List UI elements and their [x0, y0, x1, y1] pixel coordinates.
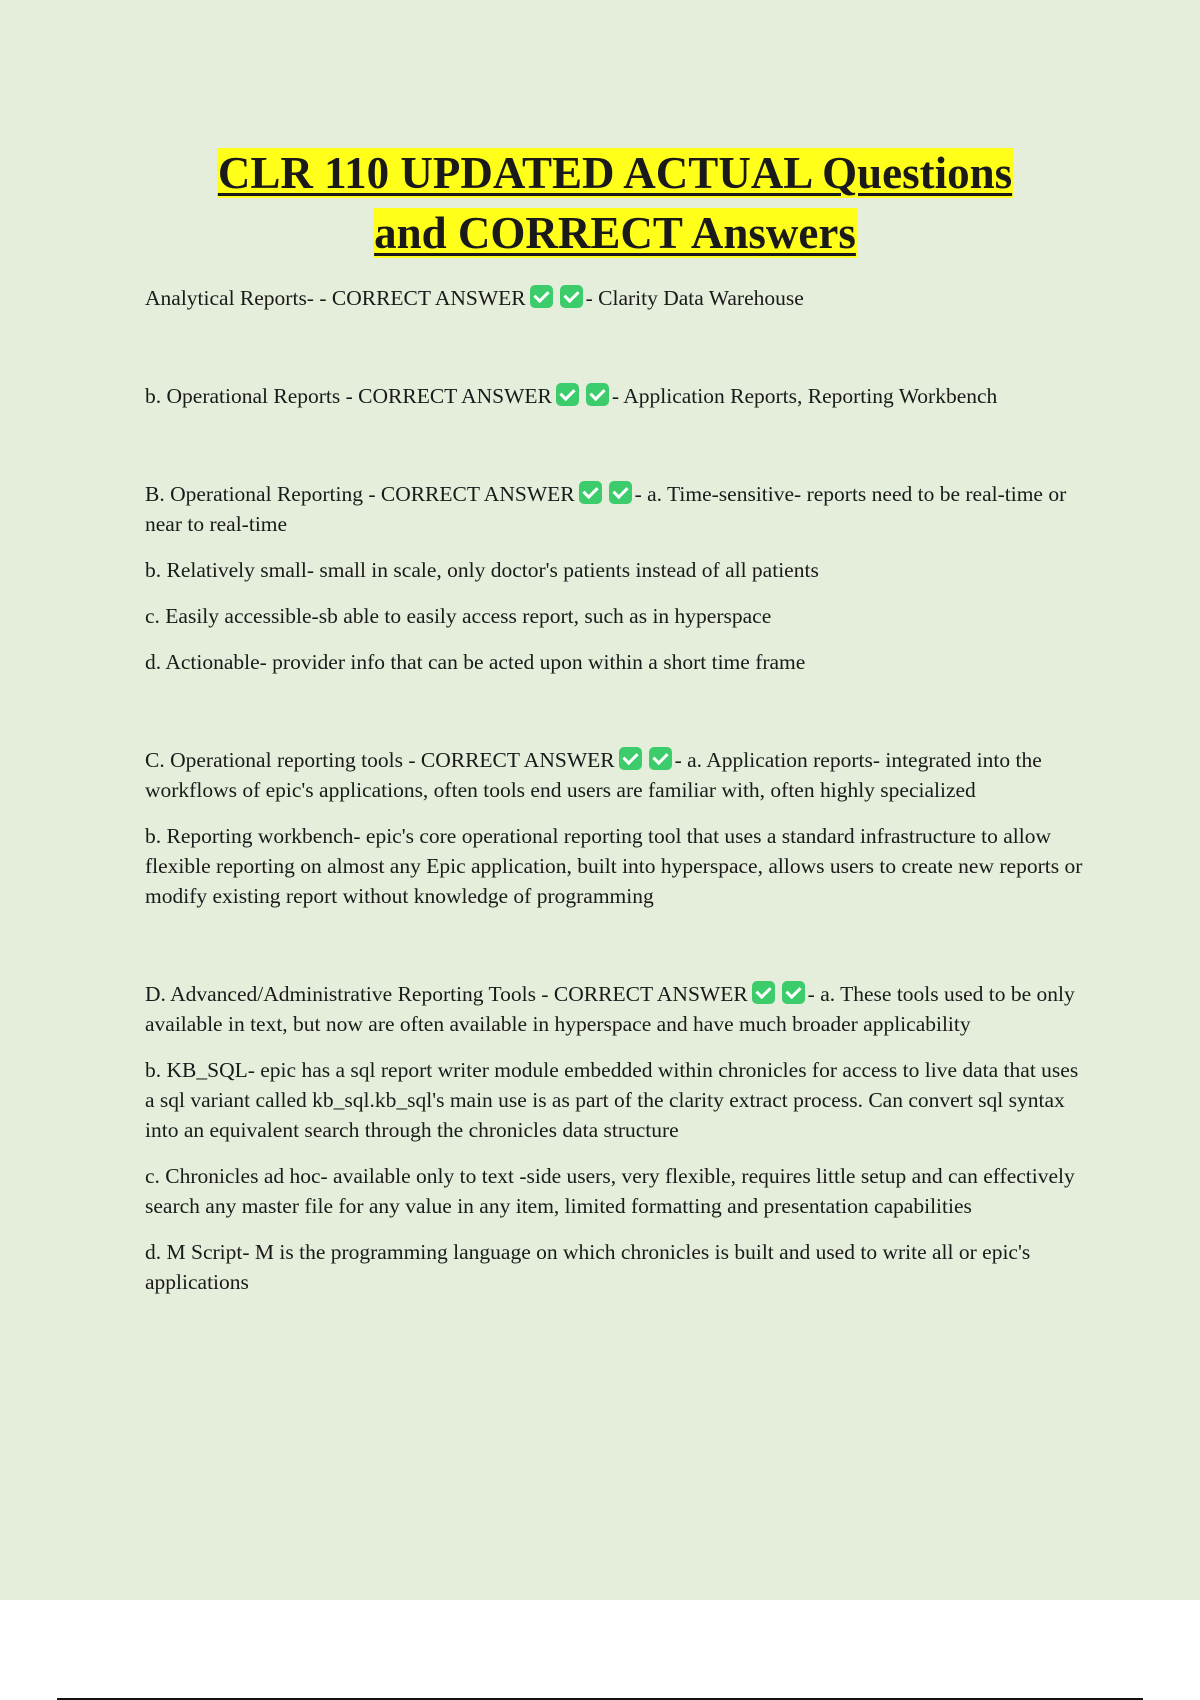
title-line-1: CLR 110 UPDATED ACTUAL Questions — [217, 148, 1013, 198]
question-text: D. Advanced/Administrative Reporting Tools - CORRECT ANSWER — [145, 982, 748, 1006]
checkmark-box-icon — [619, 747, 642, 770]
answer-text: - Application Reports, Reporting Workbench — [611, 384, 998, 408]
spacer — [145, 927, 1085, 979]
question-text: b. Operational Reports - CORRECT ANSWER — [145, 384, 552, 408]
answer-continuation: b. KB_SQL- epic has a sql report writer module embedded within chronicles for access to live data that uses a sql variant called kb_sql.kb_sql's main use is as part of the clarity extract process. Can convert sql syntax into an equivalent search through the chronicles data structure — [145, 1058, 1079, 1142]
question-text: C. Operational reporting tools - CORRECT ANSWER — [145, 748, 615, 772]
checkmark-box-icon — [752, 981, 775, 1004]
question-text: B. Operational Reporting - CORRECT ANSWER — [145, 482, 575, 506]
answer-continuation: c. Chronicles ad hoc- available only to text -side users, very flexible, requires little setup and can effectively search any master file for any value in any item, limited formatting and presentation capabilities — [145, 1164, 1075, 1218]
checkmark-box-icon — [556, 383, 579, 406]
checkmark-box-icon — [586, 383, 609, 406]
answer-continuation: b. Relatively small- small in scale, only doctor's patients instead of all patients — [145, 558, 819, 582]
answer-continuation: b. Reporting workbench- epic's core operational reporting tool that uses a standard infrastructure to allow flexible reporting on almost any Epic application, built into hyperspace, allows users to create new reports or modify existing report without knowledge of programming — [145, 824, 1083, 908]
qa-item — [145, 283, 1085, 313]
qa-item — [145, 381, 1085, 411]
question-text: Analytical Reports- - CORRECT ANSWER — [145, 286, 526, 310]
checkmark-box-icon — [560, 285, 583, 308]
answer-text: - Clarity Data Warehouse — [585, 286, 804, 310]
spacer — [145, 427, 1085, 479]
checkmark-box-icon — [782, 981, 805, 1004]
answer-continuation: d. M Script- M is the programming language on which chronicles is built and used to write all or epic's applications — [145, 1240, 1031, 1294]
qa-item — [145, 479, 1085, 539]
checkmark-box-icon — [609, 481, 632, 504]
qa-item — [145, 745, 1085, 805]
checkmark-box-icon — [530, 285, 553, 308]
document-title — [145, 143, 1085, 263]
answer-continuation: c. Easily accessible-sb able to easily access report, such as in hyperspace — [145, 604, 772, 628]
answer-continuation: d. Actionable- provider info that can be acted upon within a short time frame — [145, 650, 806, 674]
document-content — [145, 143, 1085, 1313]
qa-item — [145, 979, 1085, 1039]
checkmark-box-icon — [579, 481, 602, 504]
title-line-2: and CORRECT Answers — [374, 208, 856, 258]
spacer — [145, 693, 1085, 745]
answer-text: - a. Application reports- integrated into the workflows of epic's applications, often tools end users are familiar with, often highly specialized — [145, 748, 1042, 802]
spacer — [145, 329, 1085, 381]
answer-text: - a. These tools used to be only available in text, but now are often available in hyperspace and have much broader applicability — [145, 982, 1075, 1036]
answer-text: - a. Time-sensitive- reports need to be real-time or near to real-time — [145, 482, 1067, 536]
checkmark-box-icon — [649, 747, 672, 770]
